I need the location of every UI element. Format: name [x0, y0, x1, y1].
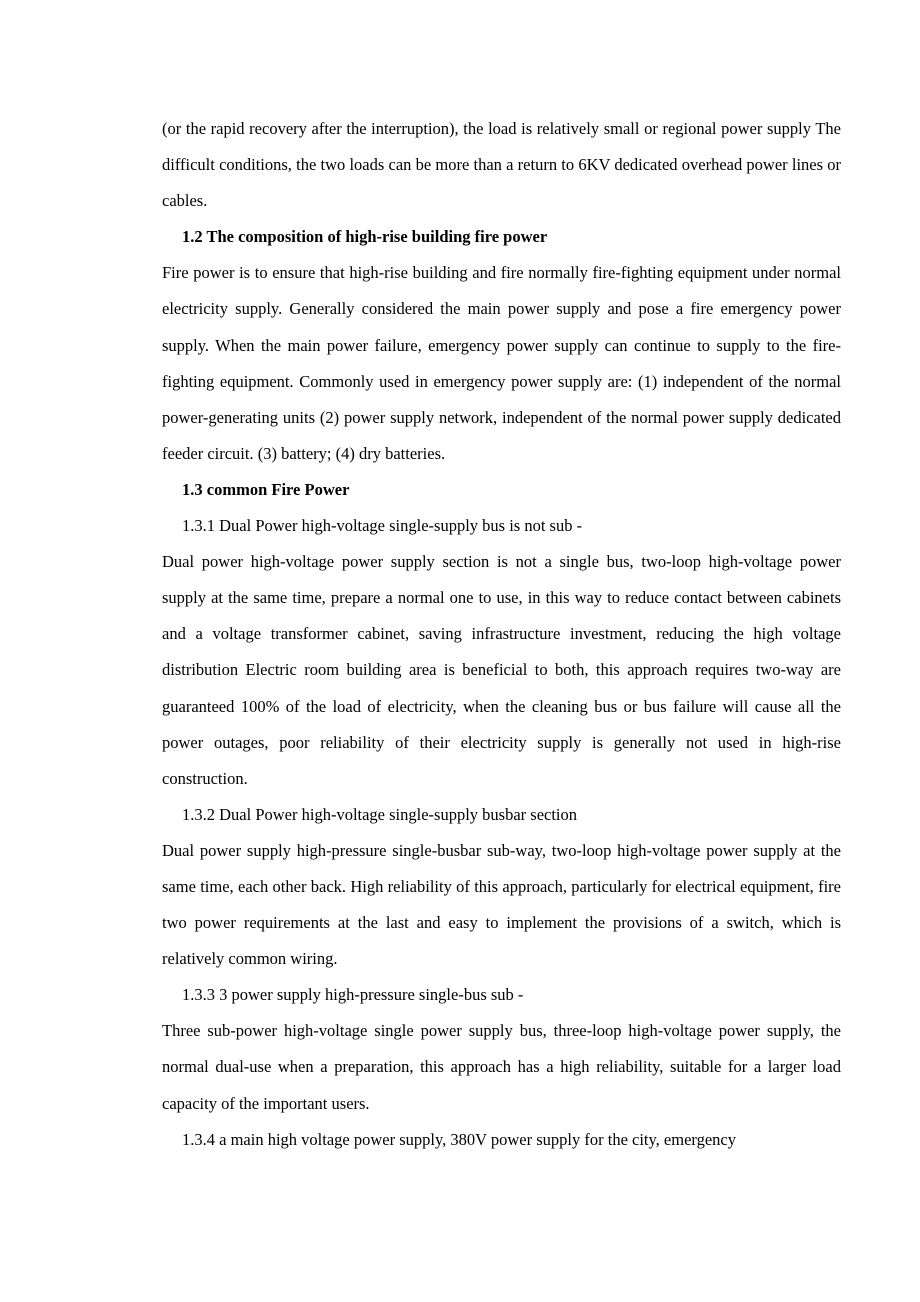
paragraph-dual-power-busbar-section: Dual power supply high-pressure single-busbar sub-way, two-loop high-voltage power supply at the same time, each other back. High reliability of this approach, particularly for electrical equipment, fire two power requirements at the last and easy to implement the provisions of a switch, which is relatively common wiring.	[162, 840, 841, 969]
section-heading-1-3: 1.3 common Fire Power	[182, 479, 350, 499]
paragraph-1-3-4-start: 1.3.4 a main high voltage power supply, 380V power supply for the city, emergency	[182, 1129, 737, 1149]
paragraph-intro-continuation: (or the rapid recovery after the interruption), the load is relatively small or regional power supply The difficult conditions, the two loads can be more than a return to 6KV dedicated overhead power lines or cables.	[162, 119, 841, 211]
subsection-heading-1-3-3: 1.3.3 3 power supply high-pressure single-bus sub -	[182, 985, 524, 1005]
paragraph-fire-power-composition: Fire power is to ensure that high-rise building and fire normally fire-fighting equipment under normal electricity supply. Generally considered the main power supply and pose a fire emergency power supply. When the main power failure, emergency power supply can continue to supply to the fire-fighting equipment. Commonly used in emergency power supply are: (1) independent of the normal power-generating units (2) power supply network, independent of the normal power supply dedicated feeder circuit. (3) battery; (4) dry batteries.	[162, 263, 841, 463]
paragraph-dual-power-not-sub: Dual power high-voltage power supply section is not a single bus, two-loop high-voltage power supply at the same time, prepare a normal one to use, in this way to reduce contact between cabinets and a voltage transformer cabinet, saving infrastructure investment, reducing the high voltage distribution Electric room building area is beneficial to both, this approach requires two-way are guaranteed 100% of the load of electricity, when the cleaning bus or bus failure will cause all the power outages, poor reliability of their electricity supply is generally not used in high-rise construction.	[162, 552, 841, 788]
document-body	[162, 111, 841, 1158]
paragraph-three-power-supply: Three sub-power high-voltage single power supply bus, three-loop high-voltage power supply, the normal dual-use when a preparation, this approach has a high reliability, suitable for a larger load capacity of the important users.	[162, 1021, 841, 1113]
subsection-heading-1-3-2: 1.3.2 Dual Power high-voltage single-supply busbar section	[182, 804, 578, 824]
section-heading-1-2: 1.2 The composition of high-rise building fire power	[182, 227, 548, 247]
subsection-heading-1-3-1: 1.3.1 Dual Power high-voltage single-supply bus is not sub -	[182, 516, 583, 536]
